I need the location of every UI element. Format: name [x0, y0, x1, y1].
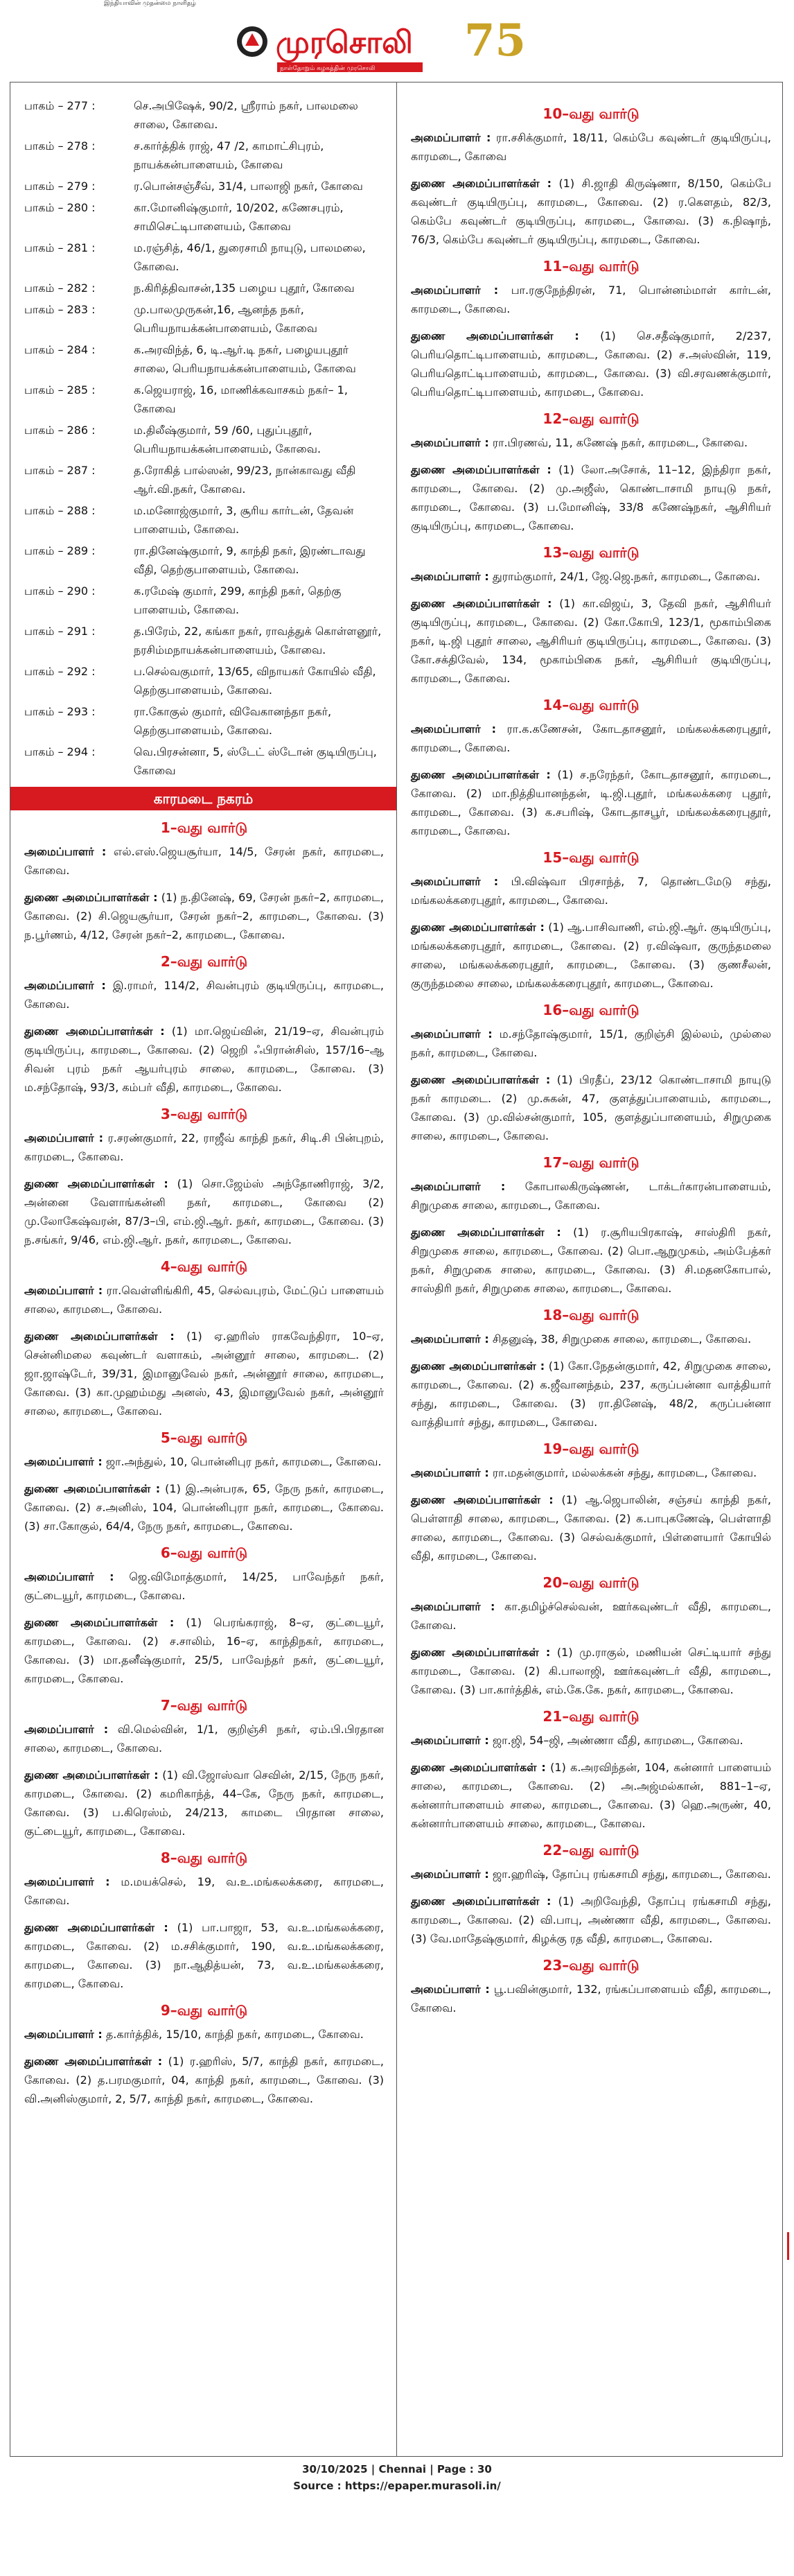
- ward-title: 16–வது வார்டு: [542, 1002, 639, 1018]
- side-marker: [787, 2232, 789, 2260]
- organizer-details: ரா.வெள்ளிங்கிரி, 45, செல்வபுரம், மேட்டுப் பாளையம் சாலை, காரமடை, கோவை.: [24, 1284, 385, 1316]
- organizer-details: த.கார்த்திக், 15/10, காந்தி நகர், காரமடை, கோவை.: [105, 2028, 364, 2041]
- organizer-details: கோபாலகிருஷ்ணன், டாக்டர்காரன்பாளையம், சிறுமுகை சாலை, காரமடை, கோவை.: [411, 1180, 771, 1212]
- organizer-details: ஜா.அந்துல், 10, பொன்னிபுர நகர், காரமடை, கோவை.: [105, 1455, 382, 1468]
- ward-title: 10–வது வார்டு: [542, 105, 639, 122]
- booth-number: பாகம் – 281 :: [24, 241, 96, 254]
- organizer-details: ரா.பிரணவ், 11, கணேஷ் நகர், காரமடை, கோவை.: [492, 436, 748, 449]
- deputies-label: துணை அமைப்பாளர்கள் :: [24, 1768, 159, 1782]
- booth-number: பாகம் – 290 :: [24, 584, 96, 598]
- organizer-label: அமைப்பாளர் :: [411, 1600, 495, 1613]
- ward-deputies: [411, 174, 771, 249]
- booth-number: பாகம் – 282 :: [24, 281, 96, 295]
- booth-address: மு.பாலமுருகன்,16, ஆனந்த நகர், பெரியநாயக்கன்பாளையம், கோவை: [134, 303, 317, 335]
- deputies-details: (1) ஏ.ஹரிஸ் ராகவேந்திரா, 10–ஏ, சென்னிமலை கவுண்டர் வளாகம், அன்னூர் சாலை, காரமடை. (2) ஜா.ஜாஷ்டேர், 39/31, இமானுவேல் நகர், அன்னூர் சாலை, காரமடை, கோவை. (3) கா.முஹம்மது அனஸ், 43, இமானுவேல் நகர், அன்னூர் சாலை, காரமடை, கோவை.: [24, 1330, 384, 1418]
- organizer-label: அமைப்பாளர் :: [411, 1027, 493, 1041]
- ward-title: 13–வது வார்டு: [542, 544, 639, 561]
- logo-subline: நாள்தோறும் கழகத்தின் முரசொலி: [280, 65, 376, 72]
- logo-title: முரசொலி: [276, 25, 413, 60]
- organizer-details: எல்.எஸ்.ஜெயசூர்யா, 14/5, சேரன் நகர், காரமடை, கோவை.: [24, 845, 385, 877]
- booth-address: ரா.தினேஷ்குமார், 9, காந்தி நகர், இரண்டாவது வீதி, தெற்குபாளையம், கோவை.: [134, 544, 366, 576]
- ward-title: 6–வது வார்டு: [160, 1544, 248, 1561]
- organizer-label: அமைப்பாளர் :: [411, 1868, 489, 1881]
- deputies-label: துணை அமைப்பாளர்கள் :: [411, 1761, 546, 1774]
- ward-deputies: [411, 765, 771, 840]
- masthead: [0, 0, 794, 82]
- organizer-label: அமைப்பாளர் :: [24, 1131, 104, 1145]
- ward-title: 1–வது வார்டு: [160, 819, 248, 836]
- deputies-label: துணை அமைப்பாளர்கள் :: [24, 1921, 168, 1934]
- deputies-details: (1) ஆ.பாசிவாணி, எம்.ஜி.ஆர். குடியிருப்பு, மங்கலக்கரைபுதூர், காரமடை, கோவை. (2) ர.விஷ்வா, குருந்தமலை சாலை, மங்கலக்கரைபுதூர், காரமடை, கோவை. (3) குணசீலன், குருந்தமலை சாலை, மங்கலக்கரைபுதூர், காரமடை, கோவை.: [411, 921, 772, 990]
- booth-address: த.பிரேம், 22, கங்கா நகர், ராவத்துக் கொள்ளனூர், நரசிம்மநாயக்கன்பாளையம், கோவை.: [134, 625, 382, 656]
- ward-deputies: [411, 1758, 771, 1833]
- ward-deputies: [411, 1070, 771, 1145]
- organizer-details: வி.மெல்வின், 1/1, குறிஞ்சி நகர், ஏம்.பி.பிரதான சாலை, காரமடை, கோவை.: [24, 1723, 384, 1755]
- booth-number: பாகம் – 291 :: [24, 625, 96, 638]
- ward-deputies: [24, 888, 384, 944]
- ward-organizer: [411, 1177, 771, 1215]
- ward-title: 19–வது வார்டு: [542, 1441, 639, 1457]
- ward-organizer: [411, 1330, 771, 1348]
- deputies-label: துணை அமைப்பாளர்கள் :: [24, 1177, 168, 1190]
- ward-title: 20–வது வார்டு: [542, 1574, 639, 1591]
- booth-address: கா.மோனிஷ்குமார், 10/202, கணேசபுரம், சாமிசெட்டிபாளையம், கோவை: [134, 201, 344, 233]
- ward-organizer: [411, 720, 771, 757]
- section-banner: காரமடை நகரம்: [10, 787, 396, 810]
- ward-organizer: [24, 1281, 384, 1319]
- organizer-details: சிதனுஷ், 38, சிறுமுகை சாலை, காரமடை, கோவை.: [492, 1332, 752, 1346]
- deputies-details: (1) பிரதீப், 23/12 கொண்டாசாமி நாயுடு நகர் காரமடை. (2) மு.சுகன், 47, குளத்துப்பாளையம், காரமடை, கோவை. (3) மு.வில்சன்குமார், 105, குளத்துப்பாளையம், சிறுமுகை சாலை, காரமடை, கோவை.: [411, 1073, 771, 1142]
- booth-row: [24, 421, 384, 458]
- organizer-details: ஜெ.விமோத்குமார், 14/25, பாவேந்தர் நகர், குட்டையூர், காரமடை, கோவை.: [24, 1570, 385, 1602]
- booth-row: [24, 501, 384, 539]
- deputies-label: துணை அமைப்பாளர்கள் :: [24, 891, 158, 904]
- ward-organizer: [411, 567, 771, 586]
- organizer-details: ரா.மதன்குமார், மல்லக்கன் சந்து, காரமடை, கோவை.: [492, 1466, 757, 1479]
- ward-organizer: [24, 1872, 384, 1910]
- booth-address: க.ரமேஷ் குமார், 299, காந்தி நகர், தெற்கு பாளையம், கோவை.: [134, 584, 342, 616]
- deputies-details: (1) ர.ஹரிஸ், 5/7, காந்தி நகர், காரமடை, கோவை. (2) த.பரமகுமார், 04, காந்தி நகர், காரமடை, கோவை. (3) வி.அனிஸ்குமார், 2, 5/7, காந்தி நகர், காரமடை, கோவை.: [24, 2055, 384, 2105]
- left-column: [10, 82, 397, 2456]
- deputies-details: (1) இ.அன்பரசு, 65, நேரு நகர், காரமடை, கோவை. (2) ச.அனிஸ், 104, பொன்னிபுரா நகர், காரமடை, கோவை. (3) சா.கோகுல், 64/4, நேரு நகர், காரமடை, கோவை.: [24, 1482, 384, 1533]
- ward-organizer: [411, 1731, 771, 1750]
- booth-row: [24, 702, 384, 740]
- organizer-details: பா.ரகுநேந்திரன், 71, பொன்னம்மாள் கார்டன், காரமடை, கோவை.: [411, 284, 771, 315]
- ward-deputies: [411, 918, 771, 993]
- organizer-details: பூ.பவின்குமார், 132, ரங்கப்பாளையம் வீதி, காரமடை, கோவை.: [411, 1983, 771, 2014]
- organizer-label: அமைப்பாளர் :: [411, 436, 489, 449]
- booth-number: பாகம் – 294 :: [24, 745, 96, 758]
- booth-address: ம.திலீஷ்குமார், 59 /60, புதுப்புதூர், பெரியநாயக்கன்பாளையம், கோவை.: [134, 424, 321, 455]
- ward-deputies: [411, 1490, 771, 1565]
- organizer-label: அமைப்பாளர் :: [411, 1734, 489, 1747]
- deputies-label: துணை அமைப்பாளர்கள் :: [24, 1616, 175, 1629]
- booth-number: பாகம் – 284 :: [24, 343, 96, 356]
- booth-row: [24, 461, 384, 498]
- booth-address: ம.ரஞ்சித், 46/1, துரைசாமி நாயுடு, பாலமலை, கோவை.: [134, 241, 366, 273]
- organizer-label: அமைப்பாளர் :: [411, 284, 499, 297]
- masthead-tagline: இந்தியாவின் முதன்மை நாளிதழ்: [104, 0, 196, 7]
- logo-anniversary: 75: [464, 15, 527, 67]
- ward-organizer: [411, 281, 771, 318]
- ward-deputies: [411, 460, 771, 535]
- booth-row: [24, 742, 384, 780]
- ward-deputies: [411, 327, 771, 401]
- booth-number: பாகம் – 293 :: [24, 705, 96, 718]
- deputies-details: (1) ந.தினேஷ், 69, சேரன் நகர்–2, காரமடை, கோவை. (2) சி.ஜெயசூர்யா, சேரன் நகர்–2, காரமடை, கோவை. (3) ந.பூர்ணம், 4/12, சேரன் நகர்–2, காரமடை, கோவை.: [24, 891, 385, 941]
- booth-number: பாகம் – 289 :: [24, 544, 96, 557]
- organizer-details: ஜா.ஹரிஷ், தோப்பு ரங்கசாமி சந்து, காரமடை, கோவை.: [492, 1868, 771, 1881]
- booth-row: [24, 622, 384, 659]
- booth-row: [24, 137, 384, 174]
- ward-title: 22–வது வார்டு: [542, 1842, 639, 1859]
- page-frame: [10, 82, 783, 2457]
- deputies-label: துணை அமைப்பாளர்கள் :: [411, 1493, 554, 1506]
- ward-title: 12–வது வார்டு: [542, 410, 639, 427]
- booth-address: ப.செல்வகுமார், 13/65, விநாயகர் கோயில் வீதி, தெற்குபாளையம், கோவை.: [134, 665, 376, 697]
- booth-row: [24, 238, 384, 276]
- ward-organizer: [24, 2025, 384, 2044]
- ward-deputies: [24, 1613, 384, 1688]
- booth-address: த.ரோகித் பால்ஸன், 99/23, நான்காவது வீதி ஆர்.வி.நகர், கோவை.: [134, 464, 356, 496]
- organizer-label: அமைப்பாளர் :: [411, 1983, 490, 1996]
- deputies-label: துணை அமைப்பாளர்கள் :: [24, 1482, 161, 1495]
- deputies-label: துணை அமைப்பாளர்கள் :: [24, 1025, 165, 1038]
- organizer-label: அமைப்பாளர் :: [411, 1180, 506, 1193]
- ward-organizer: [24, 1567, 384, 1605]
- organizer-details: ம.மயக்செல், 19, வ.உ.மங்கலக்கரை, காரமடை, கோவை.: [24, 1875, 385, 1907]
- deputies-details: (1) சி.ஜாதி கிருஷ்ணா, 8/150, கெம்பே கவுண்டர் குடியிருப்பு, காரமடை, கோவை. (2) ர.கௌதம், 82/3, கெம்பே கவுண்டர் குடியிருப்பு, காரமடை, கோவை. (3) க.நிஷாந், 76/3, கெம்பே கவுண்டர் குடியிருப்பு, காரமடை, கோவை.: [411, 177, 772, 246]
- booth-address: ந.கிரித்திவாசன்,135 பழைய புதூர், கோவை: [134, 281, 355, 295]
- ward-title: 8–வது வார்டு: [160, 1850, 248, 1866]
- booth-number: பாகம் – 279 :: [24, 180, 96, 193]
- booth-row: [24, 541, 384, 579]
- ward-deputies: [24, 1022, 384, 1097]
- deputies-details: (1) ஆ.ஜெபாலின், சஞ்சய் காந்தி நகர், பெள்ளாதி சாலை, காரமடை, கோவை. (2) க.பாபுகணேஷ், பெள்ளாதி சாலை, காரமடை, கோவை. (3) செல்வக்குமார், பிள்ளையார் கோயில் வீதி, காரமடை, கோவை.: [411, 1493, 771, 1563]
- booth-address: ர.பொன்சஞ்சீவ், 31/4, பாலாஜி நகர், கோவை: [134, 180, 363, 193]
- organizer-details: கா.தமிழ்ச்செல்வன், ஊர்கவுண்டர் வீதி, காரமடை, கோவை.: [411, 1600, 771, 1632]
- deputies-details: (1) கோ.நேதன்குமார், 42, சிறுமுகை சாலை, காரமடை, கோவை. (2) க.ஜீவானந்தம், 237, கருப்பன்னா வாத்தியார் சந்து, காரமடை, கோவை. (3) ரா.தினேஷ், 48/2, கருப்பன்னா வாத்தியார் சந்து, காரமடை, கோவை.: [411, 1359, 771, 1429]
- deputies-details: (1) பா.பாஜா, 53, வ.உ.மங்கலக்கரை, காரமடை, கோவை. (2) ம.சசிக்குமார், 190, வ.உ.மங்கலக்கரை, காரமடை, கோவை. (3) நா.ஆதித்யன், 73, வ.உ.மங்கலக்கரை, காரமடை, கோவை.: [24, 1921, 384, 1990]
- booth-address: செ.அபிஷேக், 90/2, ஸ்ரீராம் நகர், பாலமலை சாலை, கோவை.: [134, 99, 358, 131]
- ward-organizer: [411, 1463, 771, 1482]
- booth-row: [24, 177, 384, 195]
- organizer-label: அமைப்பாளர் :: [411, 722, 497, 736]
- deputies-details: (1) அறிவேந்தி, தோப்பு ரங்கசாமி சந்து, காரமடை, கோவை. (2) வி.பாபு, அண்ணா வீதி, காரமடை, கோவை. (3) வே.மாதேஷ்குமார், கிழக்கு ரத வீதி, காரமடை, கோவை.: [411, 1895, 771, 1945]
- booth-address: க.அரவிந்த், 6, டி.ஆர்.டி நகர், பழையபுதூர் சாலை, பெரியநாயக்கன்பாளையம், கோவை: [134, 343, 356, 375]
- right-ward-list: [411, 105, 771, 2017]
- ward-deputies: [24, 1766, 384, 1840]
- organizer-details: ம.சந்தோஷ்குமார், 15/1, குறிஞ்சி இல்லம், முல்லை நகர், காரமடை, கோவை.: [411, 1027, 771, 1059]
- ward-title: 18–வது வார்டு: [542, 1307, 639, 1323]
- ward-deputies: [24, 1918, 384, 1993]
- left-ward-list: [24, 819, 384, 2108]
- deputies-details: (1) மா.ஜெய்வின், 21/19–ஏ, சிவன்புரம் குடியிருப்பு, காரமடை, கோவை. (2) ஜெறி ஃபிரான்சிஸ், 157/16–ஆ சிவன் புரம் நகர் ஆயர்புரம் சாலை, காரமடை, கோவை. (3) ம.சந்தோஷ், 93/3, கம்பர் வீதி, காரமடை, கோவை.: [24, 1025, 384, 1094]
- organizer-details: ரா.சசிக்குமார், 18/11, கெம்பே கவுண்டர் குடியிருப்பு, காரமடை, கோவை: [411, 131, 771, 163]
- ward-deputies: [24, 1479, 384, 1535]
- deputies-details: (1) கா.விஜய், 3, தேவி நகர், ஆசிரியர் குடியிருப்பு, காரமடை, கோவை. (2) கோ.கோபி, 123/1, மூகாம்பிகை நகர், டி.ஜி புதூர் சாலை, ஆசிரியர் குடியிருப்பு, காரமடை, கோவை. (3) கோ.சக்திவேல், 134, மூகாம்பிகை நகர், ஆசிரியர் குடியிருப்பு, காரமடை, கோவை.: [411, 597, 771, 685]
- deputies-details: (1) ர.சூரியபிரகாஷ், சாஸ்திரி நகர், சிறுமுகை சாலை, காரமடை, கோவை. (2) பொ.ஆறுமுகம், அம்பேத்கர் நகர், சிறுமுகை சாலை, காரமடை, கோவை. (3) சி.மதனகோபால், சாஸ்திரி நகர், சிறுமுகை சாலை, காரமடை, கோவை.: [411, 1226, 771, 1295]
- ward-title: 4–வது வார்டு: [160, 1258, 248, 1275]
- ward-title: 11–வது வார்டு: [542, 258, 639, 275]
- ward-title: 3–வது வார்டு: [160, 1106, 248, 1122]
- ward-title: 5–வது வார்டு: [160, 1429, 248, 1446]
- ward-organizer: [24, 842, 384, 880]
- booth-number: பாகம் – 287 :: [24, 464, 96, 477]
- ward-organizer: [24, 976, 384, 1013]
- deputies-label: துணை அமைப்பாளர்கள் :: [411, 597, 552, 610]
- booth-row: [24, 96, 384, 134]
- ward-deputies: [24, 1327, 384, 1420]
- ward-deputies: [24, 1174, 384, 1249]
- booth-number: பாகம் – 278 :: [24, 139, 96, 153]
- ward-organizer: [411, 1980, 771, 2017]
- ward-title: 15–வது வார்டு: [542, 849, 639, 866]
- deputies-details: (1) மு.ராகுல், மணியன் செட்டியார் சந்து காரமடை, கோவை. (2) கி.பாலாஜி, ஊர்கவுண்டர் வீதி, காரமடை, கோவை. (3) பா.கார்த்திக், எம்.கே.கே. நகர், காரமடை, கோவை.: [411, 1646, 771, 1696]
- ward-title: 7–வது வார்டு: [160, 1697, 248, 1714]
- booth-number: பாகம் – 288 :: [24, 504, 96, 517]
- organizer-label: அமைப்பாளர் :: [411, 131, 491, 144]
- deputies-details: (1) சொ.ஜேம்ஸ் அந்தோணிராஜ், 3/2, அன்னை வேளாங்கன்னி நகர், காரமடை, கோவை (2) மு.லோகேஷ்வரன், 87/3–பி, எம்.ஜி.ஆர். நகர், காரமடை, கோவை. (3) ந.சங்கர், 9/46, எம்.ஜி.ஆர். நகர், காரமடை, கோவை.: [24, 1177, 384, 1246]
- page-footer: [0, 2461, 794, 2494]
- organizer-label: அமைப்பாளர் :: [411, 1466, 489, 1479]
- deputies-details: (1) லோ.அசோக், 11–12, இந்திரா நகர், காரமடை, கோவை. (2) மு.அஜீஸ், கொண்டாசாமி நாயுடு நகர், காரமடை, கோவை. (3) ப.மோனிஷ், 33/8 கணேஷ்நகர், ஆசிரியர் குடியிருப்பு, காரமடை, கோவை.: [411, 463, 771, 532]
- organizer-label: அமைப்பாளர் :: [24, 979, 106, 992]
- deputies-label: துணை அமைப்பாளர்கள் :: [411, 329, 579, 342]
- organizer-details: ர.சரண்குமார், 22, ராஜீவ் காந்தி நகர், சிடி.சி பின்புறம், காரமடை, கோவை.: [24, 1131, 385, 1163]
- organizer-details: பி.விஷ்வா பிரசாந்த், 7, தொண்டமேடு சந்து, மங்கலக்கரைபுதூர், காரமடை, கோவை.: [411, 875, 772, 907]
- ward-organizer: [411, 1597, 771, 1635]
- ward-organizer: [24, 1720, 384, 1757]
- booth-number: பாகம் – 283 :: [24, 303, 96, 316]
- deputies-details: (1) வி.ஜோஸ்வா செவின், 2/15, நேரு நகர், காரமடை, கோவை. (2) கமரிகாந்த், 44–கே, நேரு நகர், காரமடை, கோவை. (3) ப.கிரெஸ்ம், 24/213, காமடை பிரதான சாலை, குட்டையூர், காரமடை, கோவை.: [24, 1768, 384, 1838]
- deputies-label: துணை அமைப்பாளர்கள் :: [411, 463, 552, 476]
- booth-address: ச.கார்த்திக் ராஜ், 47 /2, காமாட்சிபுரம், நாயக்கன்பாளையம், கோவை: [134, 139, 324, 171]
- ward-organizer: [24, 1452, 384, 1471]
- ward-deputies: [411, 1892, 771, 1948]
- deputies-details: (1) க.அரவிந்தன், 104, கன்னார் பாளையம் சாலை, காரமடை, கோவை. (2) அ.அஜ்மல்கான், 881–1–ஏ, கன்னார்பாளையம் சாலை, காரமடை, கோவை. (3) ஹெ.அருண், 40, கன்னார்பாளையம் சாலை, காரமடை, கோவை.: [411, 1761, 771, 1830]
- ward-title: 17–வது வார்டு: [542, 1154, 639, 1171]
- booth-address: ம.மனோஜ்குமார், 3, சூரிய கார்டன், தேவன் பாளையம், கோவை.: [134, 504, 354, 536]
- booth-address: ரா.கோகுல் குமார், விவேகானந்தா நகர், தெற்குபாளையம், கோவை.: [134, 705, 332, 737]
- booth-address: வெ.பிரசன்னா, 5, ஸ்டேட் ஸ்டோன் குடியிருப்பு, கோவை: [134, 745, 377, 777]
- booth-row: [24, 582, 384, 619]
- booth-number: பாகம் – 285 :: [24, 383, 96, 397]
- deputies-label: துணை அமைப்பாளர்கள் :: [411, 177, 552, 190]
- ward-deputies: [24, 2052, 384, 2108]
- organizer-label: அமைப்பாளர் :: [24, 1284, 103, 1297]
- organizer-label: அமைப்பாளர் :: [411, 570, 489, 583]
- deputies-label: துணை அமைப்பாளர்கள் :: [411, 1073, 551, 1086]
- ward-title: 9–வது வார்டு: [160, 2002, 248, 2019]
- booth-number: பாகம் – 286 :: [24, 424, 96, 437]
- booth-number: பாகம் – 277 :: [24, 99, 96, 112]
- organizer-details: துராம்குமார், 24/1, ஜே.ஜெ.நகர், காரமடை, கோவை.: [492, 570, 761, 583]
- deputies-label: துணை அமைப்பாளர்கள் :: [24, 2055, 163, 2068]
- ward-title: 2–வது வார்டு: [160, 953, 248, 970]
- ward-organizer: [24, 1129, 384, 1166]
- deputies-details: (1) பெரங்கராஜ், 8–ஏ, குட்டையூர், காரமடை, கோவை. (2) ச.சாலிம், 16–ஏ, காந்திநகர், காரமடை, கோவை. (3) மா.தனீஷ்குமார், 25/5, பாவேந்தர் நகர், குட்டையூர், காரமடை, கோவை.: [24, 1616, 384, 1685]
- deputies-details: (1) செ.சதீஷ்குமார், 2/237, பெரியதொட்டிபாளையம், காரமடை, கோவை. (2) ச.அஸ்வின், 119, பெரியதொட்டிபாளையம், காரமடை, கோவை. (3) வி.சரவணக்குமார், பெரியதொட்டிபாளையம், காரமடை, கோவை.: [411, 329, 771, 399]
- deputies-label: துணை அமைப்பாளர்கள் :: [411, 1226, 561, 1239]
- ward-organizer: [411, 433, 771, 452]
- organizer-label: அமைப்பாளர் :: [24, 845, 107, 858]
- booth-row: [24, 662, 384, 699]
- ward-organizer: [411, 872, 771, 910]
- booth-list: [24, 96, 384, 780]
- logo-graphic: [236, 6, 561, 78]
- booth-row: [24, 300, 384, 338]
- organizer-label: அமைப்பாளர் :: [411, 1332, 489, 1346]
- ward-title: 14–வது வார்டு: [542, 697, 639, 713]
- booth-row: [24, 381, 384, 418]
- booth-number: பாகம் – 292 :: [24, 665, 96, 678]
- ward-title: 23–வது வார்டு: [542, 1957, 639, 1974]
- deputies-label: துணை அமைப்பாளர்கள் :: [411, 1646, 551, 1659]
- ward-organizer: [411, 1865, 771, 1883]
- organizer-details: ஜா.ஜி, 54–ஜி, அண்ணா வீதி, காரமடை, கோவை.: [492, 1734, 743, 1747]
- ward-deputies: [411, 594, 771, 688]
- ward-deputies: [411, 1643, 771, 1699]
- organizer-label: அமைப்பாளர் :: [24, 2028, 103, 2041]
- booth-row: [24, 198, 384, 236]
- deputies-details: (1) ச.நரேந்தர், கோடதாசனூர், காரமடை, கோவை. (2) மா.நித்தியானந்தன், டி.ஜி.புதூர், மங்கலக்கரை புதூர், காரமடை, கோவை. (3) க.சபரிஷ், கோடதாசபூர், மங்கலக்கரைபுதூர், காரமடை, கோவை.: [411, 768, 771, 837]
- booth-number: பாகம் – 280 :: [24, 201, 96, 214]
- ward-title: 21–வது வார்டு: [542, 1708, 639, 1725]
- deputies-label: துணை அமைப்பாளர்கள் :: [24, 1330, 175, 1343]
- booth-row: [24, 340, 384, 378]
- organizer-label: அமைப்பாளர் :: [411, 875, 499, 888]
- booth-address: க.ஜெயராஜ், 16, மாணிக்கவாசகம் நகர்– 1, கோவை: [134, 383, 348, 415]
- organizer-label: அமைப்பாளர் :: [24, 1455, 103, 1468]
- organizer-label: அமைப்பாளர் :: [24, 1723, 109, 1736]
- deputies-label: துணை அமைப்பாளர்கள் :: [411, 768, 551, 781]
- deputies-label: துணை அமைப்பாளர்கள் :: [411, 1895, 552, 1908]
- ward-deputies: [411, 1223, 771, 1298]
- deputies-label: துணை அமைப்பாளர்கள் :: [411, 921, 545, 934]
- organizer-label: அமைப்பாளர் :: [24, 1875, 110, 1888]
- ward-organizer: [411, 1025, 771, 1062]
- organizer-details: ரா.க.கணேசன், கோடதாசனூர், மங்கலக்கரைபுதூர், காரமடை, கோவை.: [411, 722, 771, 754]
- ward-deputies: [411, 1357, 771, 1431]
- organizer-label: அமைப்பாளர் :: [24, 1570, 114, 1583]
- newspaper-logo: [236, 6, 561, 78]
- booth-row: [24, 279, 384, 297]
- organizer-details: இ.ராமர், 114/2, சிவன்புரம் குடியிருப்பு, காரமடை, கோவை.: [24, 979, 385, 1011]
- deputies-label: துணை அமைப்பாளர்கள் :: [411, 1359, 545, 1373]
- ward-organizer: [411, 128, 771, 166]
- footer-source-link[interactable]: Source : https://epaper.murasoli.in/: [293, 2480, 501, 2492]
- footer-dateline: 30/10/2025 | Chennai | Page : 30: [302, 2463, 492, 2475]
- right-column: [397, 82, 784, 2456]
